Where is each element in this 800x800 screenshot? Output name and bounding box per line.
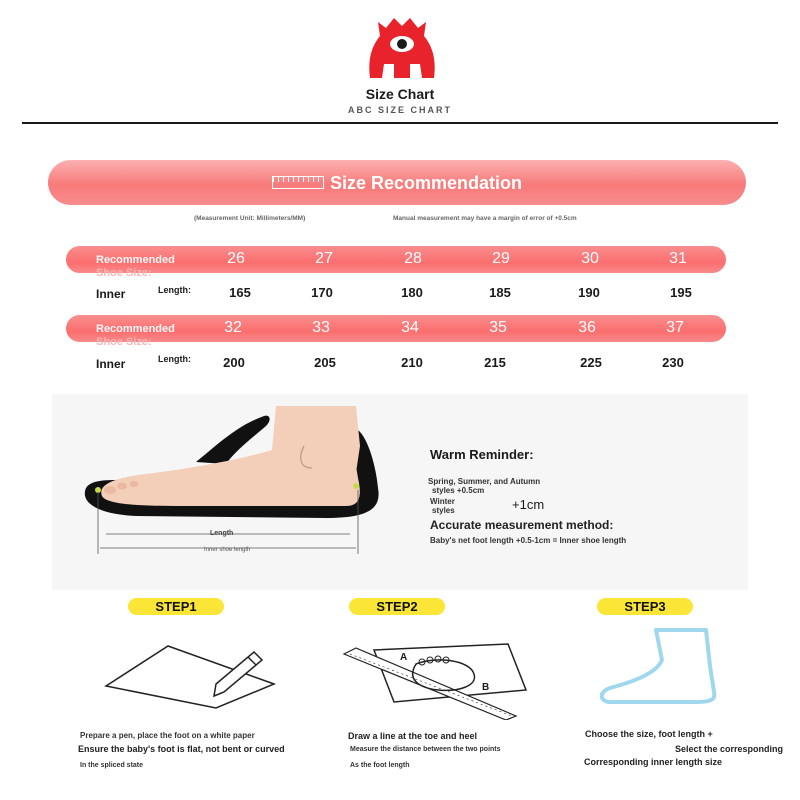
- step-2-caption-2: Measure the distance between the two points: [350, 746, 501, 753]
- length-label: Length:: [158, 354, 191, 364]
- step-2-caption-1: Draw a line at the toe and heel: [348, 731, 478, 741]
- reminder-line: Spring, Summer, and Autumn: [428, 477, 541, 486]
- length-cell: 180: [401, 285, 423, 300]
- row-label-recommended: Recommended: [96, 323, 175, 335]
- size-cell: 31: [669, 250, 687, 267]
- size-cell: 30: [581, 250, 599, 267]
- size-cell: 36: [578, 319, 596, 336]
- size-cell: 37: [666, 319, 684, 336]
- step-1-caption-3: In the spliced state: [80, 762, 144, 769]
- length-label: Length:: [158, 285, 191, 295]
- step-2-badge: STEP2: [349, 598, 445, 615]
- length-caption: Length: [210, 530, 234, 537]
- length-cell: 230: [662, 355, 684, 370]
- size-cell: 28: [404, 250, 422, 267]
- recommendation-banner-title: [48, 173, 746, 194]
- unit-note: (Measurement Unit: Millimeters/MM): [194, 215, 306, 222]
- size-cell: 34: [401, 319, 419, 336]
- inner-length-label: Inner: [96, 357, 126, 371]
- step-2-caption-3: As the foot length: [350, 762, 410, 769]
- step-1-caption-1: Prepare a pen, place the foot on a white paper: [80, 731, 255, 740]
- paper-and-pen-icon: [98, 640, 276, 710]
- reminder-line: styles: [432, 506, 455, 515]
- reminder-line: Winter: [430, 497, 455, 506]
- size-cell: 27: [315, 250, 333, 267]
- row-label-shoe-size: Shoe Size:: [96, 336, 152, 348]
- length-cell: 165: [229, 285, 251, 300]
- length-cell: 215: [484, 355, 506, 370]
- winter-plus: +1cm: [512, 497, 545, 512]
- length-cell: 170: [311, 285, 333, 300]
- size-row-1-label: [96, 254, 206, 280]
- size-cell: 33: [312, 319, 330, 336]
- step-3-caption-2: Select the corresponding: [675, 744, 784, 754]
- reminder-line: styles +0.5cm: [432, 486, 485, 495]
- length-cell: 195: [670, 285, 692, 300]
- length-cell: 210: [401, 355, 423, 370]
- inner-length-label: Inner: [96, 287, 126, 301]
- length-cell: 190: [578, 285, 600, 300]
- step-1-caption-2: Ensure the baby's foot is flat, not bent or curved: [78, 744, 285, 754]
- step-1-badge: STEP1: [128, 598, 224, 615]
- ruler-icon: [272, 176, 324, 189]
- step-3-badge: STEP3: [597, 598, 693, 615]
- warm-reminder-title: Warm Reminder:: [430, 447, 534, 462]
- size-cell: 29: [492, 250, 510, 267]
- size-row-2-label: [96, 323, 206, 349]
- point-b-label: B: [482, 682, 490, 693]
- row-label-shoe-size: Shoe Size:: [96, 267, 152, 279]
- method-detail: Baby's net foot length +0.5-1cm = Inner shoe length: [430, 536, 627, 545]
- error-note: Manual measurement may have a margin of error of +0.5cm: [393, 215, 577, 222]
- brand-logo-icon: [364, 14, 440, 84]
- foot-outline-icon: [596, 626, 720, 706]
- point-a-label: A: [400, 652, 408, 663]
- banner-title-text: Size Recommendation: [329, 173, 523, 193]
- size-cell: 32: [224, 319, 242, 336]
- step-3-caption-1: Choose the size, foot length +: [585, 729, 713, 739]
- length-cell: 185: [489, 285, 511, 300]
- step-3-caption-3: Corresponding inner length size: [584, 757, 723, 767]
- length-cell: 205: [314, 355, 336, 370]
- length-cell: 225: [580, 355, 602, 370]
- inner-length-caption: Inner shoe length: [204, 547, 251, 553]
- method-title: Accurate measurement method:: [430, 518, 614, 532]
- page-subtitle: ABC SIZE CHART: [348, 105, 452, 115]
- size-cell: 35: [489, 319, 507, 336]
- foot-in-shoe-icon: [76, 406, 396, 558]
- row-label-recommended: Recommended: [96, 254, 175, 266]
- page-title: Size Chart: [365, 86, 435, 102]
- ruler-measure-icon: [340, 640, 530, 720]
- header-divider: [22, 122, 778, 124]
- length-cell: 200: [223, 355, 245, 370]
- size-cell: 26: [227, 250, 245, 267]
